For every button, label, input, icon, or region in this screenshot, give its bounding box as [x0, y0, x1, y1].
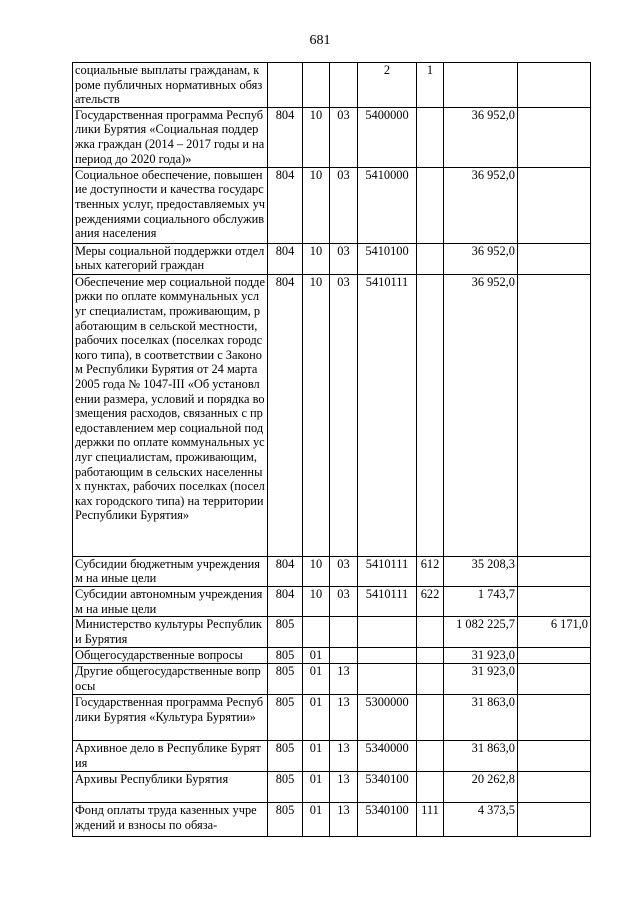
- budget-table: [72, 62, 591, 837]
- row-ved: 804: [268, 556, 303, 586]
- row-vr: [417, 695, 444, 741]
- row-sum1: 31 863,0: [444, 741, 518, 772]
- row-pr: 13: [330, 803, 358, 837]
- row-pr: 03: [330, 243, 358, 274]
- table-row: [73, 617, 591, 648]
- row-sum2: [518, 648, 591, 664]
- row-ved: 805: [268, 664, 303, 695]
- row-rz: 10: [303, 556, 330, 586]
- row-pr: 03: [330, 274, 358, 556]
- row-pr: 13: [330, 772, 358, 803]
- row-sum2: [518, 167, 591, 243]
- row-sum2: [518, 695, 591, 741]
- row-vr: [417, 243, 444, 274]
- row-vr: 1: [417, 63, 444, 108]
- row-pr: 03: [330, 556, 358, 586]
- table-row: [73, 586, 591, 616]
- row-sum2: [518, 107, 591, 167]
- table-row: [73, 695, 591, 741]
- row-pr: 13: [330, 695, 358, 741]
- row-sum1: 35 208,3: [444, 556, 518, 586]
- row-rz: 01: [303, 772, 330, 803]
- row-ved: 804: [268, 107, 303, 167]
- row-ved: 805: [268, 617, 303, 648]
- row-name: Субсидии бюджетным учреждениям на иные цели: [73, 556, 268, 586]
- row-name: Другие общегосударственные вопросы: [73, 664, 268, 695]
- row-csr: [358, 664, 417, 695]
- row-rz: 10: [303, 274, 330, 556]
- table-row: [73, 772, 591, 803]
- row-ved: 805: [268, 648, 303, 664]
- row-name: Общегосударственные вопросы: [73, 648, 268, 664]
- row-rz: 10: [303, 107, 330, 167]
- row-ved: 805: [268, 741, 303, 772]
- row-vr: [417, 617, 444, 648]
- row-rz: [303, 63, 330, 108]
- table-row: [73, 63, 591, 108]
- row-rz: 10: [303, 586, 330, 616]
- row-ved: 804: [268, 586, 303, 616]
- row-csr: 5410000: [358, 167, 417, 243]
- row-ved: 804: [268, 274, 303, 556]
- row-csr: 5340000: [358, 741, 417, 772]
- row-pr: [330, 63, 358, 108]
- row-vr: [417, 107, 444, 167]
- row-pr: 03: [330, 107, 358, 167]
- row-csr: [358, 617, 417, 648]
- row-sum2: [518, 274, 591, 556]
- row-vr: [417, 167, 444, 243]
- row-vr: [417, 664, 444, 695]
- row-csr: [358, 648, 417, 664]
- table-row: [73, 741, 591, 772]
- row-sum1: 20 262,8: [444, 772, 518, 803]
- row-vr: 111: [417, 803, 444, 837]
- row-sum1: [444, 63, 518, 108]
- row-ved: [268, 63, 303, 108]
- row-csr: 5340100: [358, 772, 417, 803]
- table-row: [73, 803, 591, 837]
- row-sum1: 4 373,5: [444, 803, 518, 837]
- row-csr: 5300000: [358, 695, 417, 741]
- row-vr: [417, 274, 444, 556]
- row-name: Фонд оплаты труда казенных учреждений и взносы по обяза-: [73, 803, 268, 837]
- row-sum1: 1 082 225,7: [444, 617, 518, 648]
- row-sum1: 36 952,0: [444, 274, 518, 556]
- row-csr: 2: [358, 63, 417, 108]
- row-sum1: 36 952,0: [444, 243, 518, 274]
- row-sum1: 31 863,0: [444, 695, 518, 741]
- row-ved: 805: [268, 803, 303, 837]
- row-rz: 01: [303, 648, 330, 664]
- row-csr: 5340100: [358, 803, 417, 837]
- row-pr: 13: [330, 664, 358, 695]
- row-vr: [417, 741, 444, 772]
- row-pr: [330, 648, 358, 664]
- table-row: [73, 167, 591, 243]
- row-name: Государственная программа Республики Бурятия «Социальная поддержка граждан (2014 – 2017 годы и на период до 2020 года)»: [73, 107, 268, 167]
- table-row: [73, 648, 591, 664]
- page-number: 681: [309, 33, 331, 48]
- row-csr: 5410111: [358, 274, 417, 556]
- row-sum2: [518, 243, 591, 274]
- row-csr: 5400000: [358, 107, 417, 167]
- row-rz: 01: [303, 741, 330, 772]
- row-vr: 612: [417, 556, 444, 586]
- row-csr: 5410111: [358, 586, 417, 616]
- row-pr: 13: [330, 741, 358, 772]
- row-name: Государственная программа Республики Бурятия «Культура Бурятии»: [73, 695, 268, 741]
- row-pr: 03: [330, 167, 358, 243]
- table-row: [73, 556, 591, 586]
- row-ved: 804: [268, 243, 303, 274]
- row-sum2: [518, 664, 591, 695]
- row-name: Социальное обеспечение, повышение доступности и качества государственных услуг, предоставляемых учреждениями социального обслуживания населения: [73, 167, 268, 243]
- row-rz: 10: [303, 167, 330, 243]
- row-ved: 805: [268, 695, 303, 741]
- table-row: [73, 664, 591, 695]
- row-sum1: 31 923,0: [444, 648, 518, 664]
- row-ved: 804: [268, 167, 303, 243]
- row-sum1: 36 952,0: [444, 167, 518, 243]
- row-name: Министерство культуры Республики Бурятия: [73, 617, 268, 648]
- row-rz: [303, 617, 330, 648]
- row-pr: [330, 617, 358, 648]
- row-name: Архивное дело в Республике Бурятия: [73, 741, 268, 772]
- row-sum2: [518, 741, 591, 772]
- row-ved: 805: [268, 772, 303, 803]
- row-vr: [417, 772, 444, 803]
- row-sum1: 31 923,0: [444, 664, 518, 695]
- table-row: [73, 243, 591, 274]
- row-name: Обеспечение мер социальной поддержки по оплате коммунальных услуг специалистам, проживающим, работающим в сельской местности, рабочих поселках (поселках городского типа), в соответствии с Законом Республики Бурятия от 24 марта 2005 года № 1047-III «Об установлении размера, условий и порядка возмещения расходов, связанных с предоставлением мер социальной поддержки по оплате коммунальных услуг специалистам, проживающим, работающим в сельских населенных пунктах, рабочих поселках (поселках городского типа) на территории Республики Бурятия»: [73, 274, 268, 556]
- row-name: социальные выплаты гражданам, кроме публичных нормативных обязательств: [73, 63, 268, 108]
- row-sum1: 1 743,7: [444, 586, 518, 616]
- table-row: [73, 274, 591, 556]
- row-rz: 01: [303, 695, 330, 741]
- table-row: [73, 107, 591, 167]
- row-csr: 5410111: [358, 556, 417, 586]
- row-rz: 10: [303, 243, 330, 274]
- row-pr: 03: [330, 586, 358, 616]
- row-name: Субсидии автономным учреждениям на иные цели: [73, 586, 268, 616]
- row-sum2: [518, 63, 591, 108]
- row-csr: 5410100: [358, 243, 417, 274]
- row-sum1: 36 952,0: [444, 107, 518, 167]
- row-rz: 01: [303, 803, 330, 837]
- row-sum2: [518, 803, 591, 837]
- row-vr: [417, 648, 444, 664]
- row-sum2: [518, 586, 591, 616]
- row-rz: 01: [303, 664, 330, 695]
- row-sum2: [518, 556, 591, 586]
- row-vr: 622: [417, 586, 444, 616]
- row-name: Архивы Республики Бурятия: [73, 772, 268, 803]
- row-name: Меры социальной поддержки отдельных категорий граждан: [73, 243, 268, 274]
- row-sum2: 6 171,0: [518, 617, 591, 648]
- row-sum2: [518, 772, 591, 803]
